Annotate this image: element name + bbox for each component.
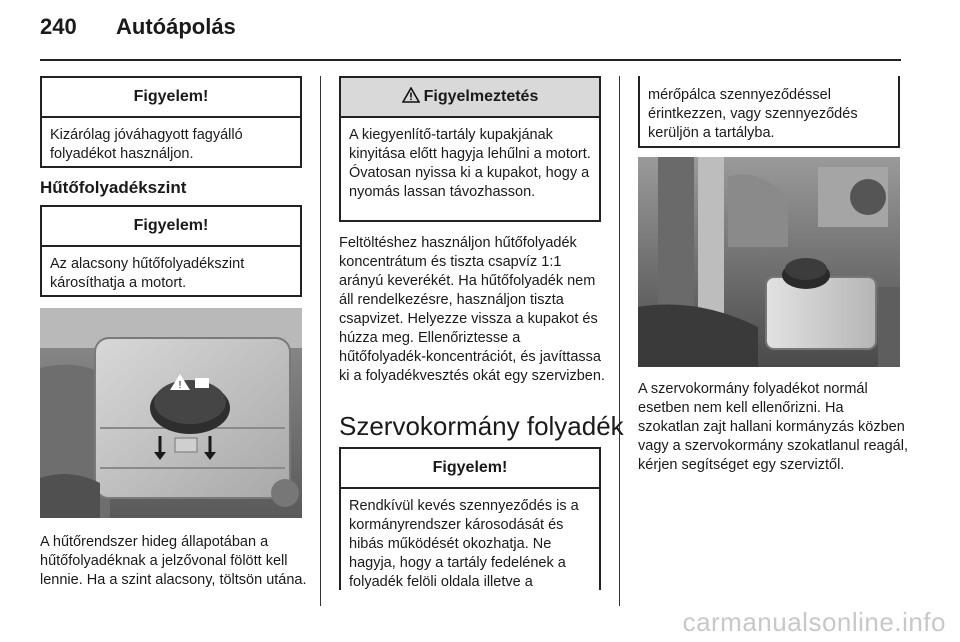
- watermark: carmanualsonline.info: [682, 607, 946, 637]
- warning-text: A kiegyenlítő-tartály kupakjának kinyitása előtt hagyja lehűlni a motort. Óvatosan nyissa ki a kupakot, hogy a nyomás lassan távozhasson.: [349, 127, 591, 200]
- warning-box-pressure: [339, 76, 601, 222]
- warning-title: Figyelmeztetés: [423, 88, 539, 105]
- chapter-title: Autóápolás: [116, 14, 236, 39]
- notice-box-contamination: [339, 447, 601, 590]
- power-steering-reservoir-photo: [638, 157, 900, 367]
- notice-text: Kizárólag jóváhagyott fagyálló folyadékot használjon.: [50, 127, 243, 162]
- section-heading-power-steering: Szervokormány folyadék: [339, 411, 624, 441]
- coolant-fill-paragraph: Feltöltéshez használjon hűtőfolyadék koncentrátum és tiszta csapvíz 1:1 arányú keverékét. Ha hűtőfolyadék nem áll rendelkezésre, használjon tiszta csapvizet. Helyezze vissza a kupakot és húzza meg. Ellenőriztesse a hűtőfolyadék-koncentrációt, és javíttassa ki a folyadékvesztés okát egy szervizben.: [339, 235, 605, 384]
- header-rule: [40, 59, 901, 61]
- notice-text-continued: mérőpálca szennyeződéssel érintkezzen, vagy szennyeződés kerüljön a tartályba.: [648, 87, 858, 141]
- column-divider-1: [320, 76, 321, 606]
- page-number: 240: [40, 14, 77, 39]
- warning-triangle-icon: [402, 87, 420, 108]
- notice-title: Figyelem!: [341, 449, 599, 489]
- coolant-reservoir-photo: [40, 308, 302, 518]
- notice-box-antifreeze: [40, 76, 302, 168]
- notice-box-low-coolant: [40, 205, 302, 297]
- svg-text:!: !: [178, 380, 182, 391]
- notice-title: Figyelem!: [42, 78, 300, 118]
- coolant-level-caption: A hűtőrendszer hideg állapotában a hűtőfolyadéknak a jelzővonal fölött kell lennie. Ha a szint alacsony, töltsön utána.: [40, 534, 307, 588]
- warning-header: [341, 78, 599, 118]
- notice-title: Figyelem!: [42, 207, 300, 247]
- section-heading-coolant-level: Hűtőfolyadékszint: [40, 178, 187, 197]
- notice-text: Az alacsony hűtőfolyadékszint károsíthatja a motort.: [50, 256, 245, 291]
- notice-text: Rendkívül kevés szennyeződés is a kormányrendszer károsodását és hibás működését okozhatja. Ne hagyja, hogy a tartály fedelének a folyadék felöli oldala illetve a: [349, 498, 579, 590]
- notice-box-contamination-continued: [638, 76, 900, 148]
- power-steering-caption: A szervokormány folyadékot normál esetben nem kell ellenőrizni. Ha szokatlan zajt hallani kormányzás közben vagy a szervokormány szokatlanul reagál, kérjen segítséget egy szerviztől.: [638, 381, 908, 473]
- column-divider-2: [619, 76, 620, 606]
